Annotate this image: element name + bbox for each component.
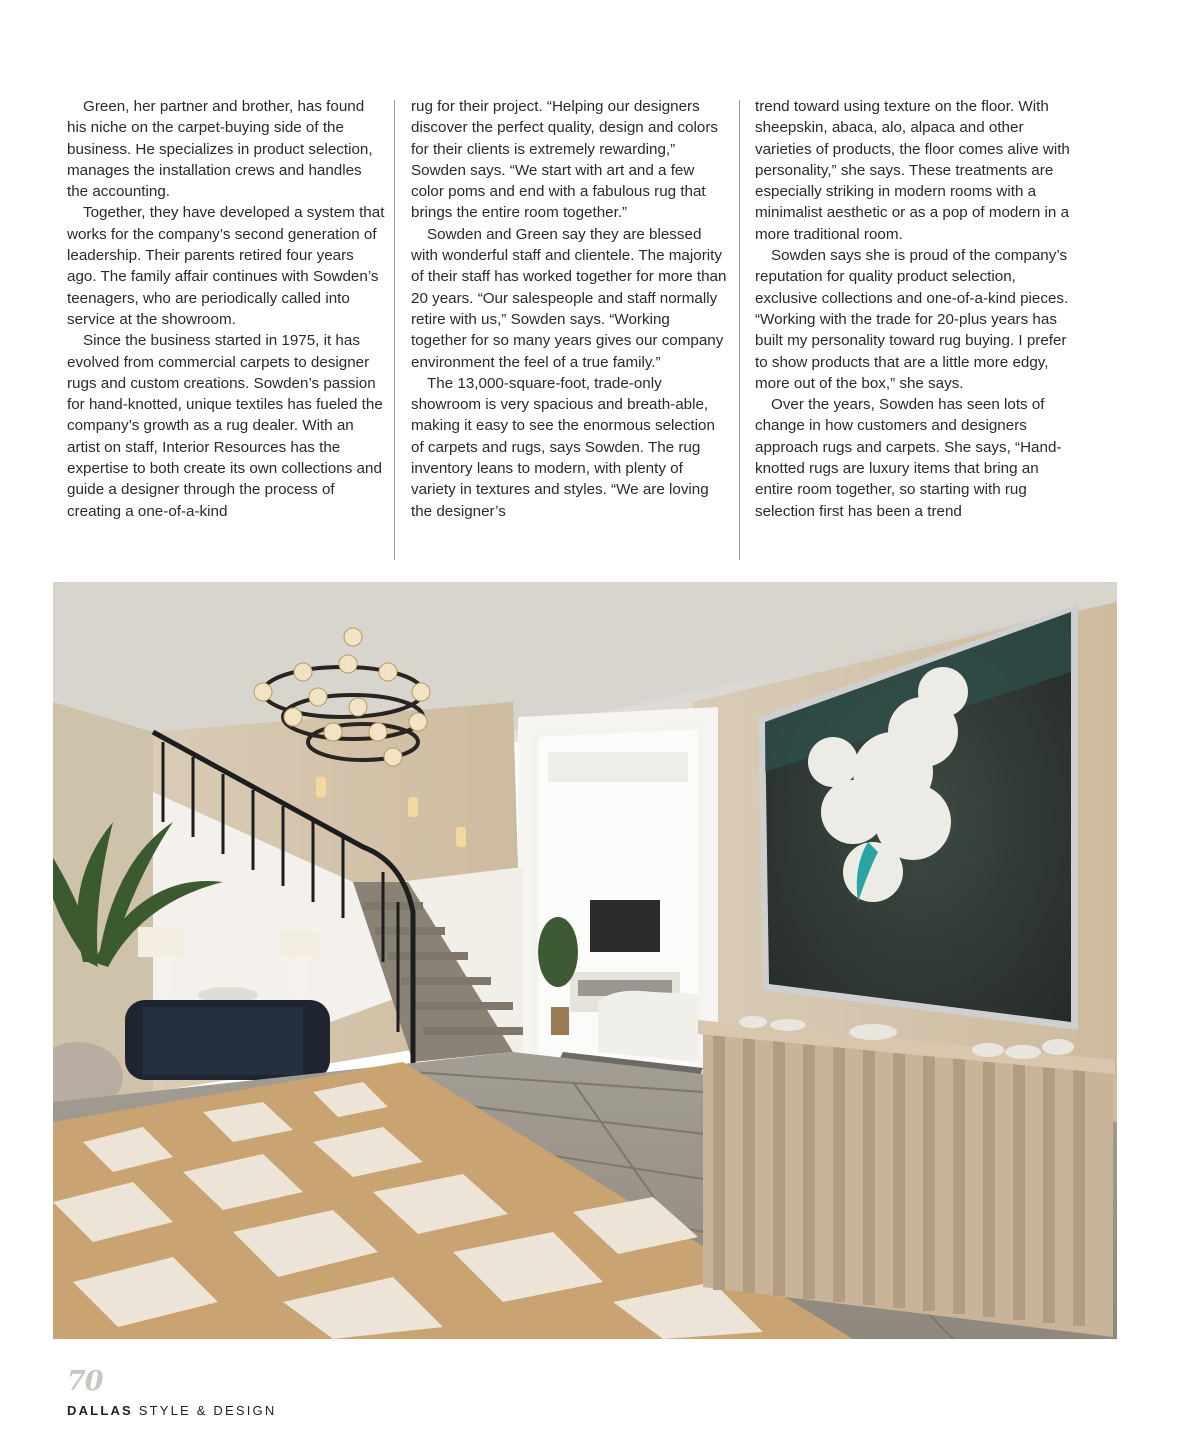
- magazine-name: [67, 1403, 276, 1418]
- article-column-1: [67, 96, 385, 564]
- paragraph: Together, they have developed a system that works for the company’s second generation of leadership. Their parents retired four years ago. The family affair continues with Sowden’s teenagers, who are periodically called into service at the showroom.: [67, 204, 385, 328]
- paragraph: rug for their project. “Helping our designers discover the perfect quality, design and colors for their clients is extremely rewarding,” Sowden says. “We start with art and a few color poms and end with a fabulous rug that brings the entire room together.”: [411, 98, 719, 222]
- interior-photo: [53, 582, 1117, 1339]
- paragraph: Over the years, Sowden has seen lots of change in how customers and designers approach rugs and carpets. She says, “Hand-knotted rugs are luxury items that bring an entire room together, so starting with rug selection first has been a trend: [755, 396, 1062, 520]
- paragraph: Sowden and Green say they are blessed with wonderful staff and clientele. The majority of their staff has worked together for more than 20 years. “Our salespeople and staff normally retire with us,” Sowden says. “Working together for so many years gives our company environment the feel of a true family.”: [411, 225, 727, 371]
- paragraph: trend toward using texture on the floor. With sheepskin, abaca, alo, alpaca and other varieties of products, the floor comes alive with personality,” she says. These treatments are especially striking in modern rooms with a minimalist aesthetic or as a pop of modern in a more traditional room.: [755, 98, 1070, 243]
- paragraph: Green, her partner and brother, has found his niche on the carpet-buying side of the business. He specializes in product selection, manages the installation crews and handles the accounting.: [67, 98, 373, 201]
- column-divider: [394, 100, 395, 560]
- magazine-name-bold: DALLAS: [67, 1403, 133, 1418]
- column-divider: [739, 100, 740, 560]
- paragraph: The 13,000-square-foot, trade-only showroom is very spacious and breath-able, making it easy to see the enormous selection of carpets and rugs, says Sowden. The rug inventory leans to modern, with plenty of variety in textures and styles. “We are loving the designer’s: [411, 374, 715, 520]
- page-number: 70: [67, 1366, 103, 1397]
- article-column-3: [755, 96, 1073, 564]
- magazine-name-rest: STYLE & DESIGN: [132, 1403, 277, 1418]
- paragraph: Since the business started in 1975, it has evolved from commercial carpets to designer rugs and custom creations. Sowden’s passion for hand-knotted, unique textiles has fueled the company’s growth as a rug dealer. With an artist on staff, Interior Resources has the expertise to both create its own collections and guide a designer through the process of creating a one-of-a-kind: [67, 332, 383, 520]
- paragraph: Sowden says she is proud of the company’s reputation for quality product selection, exclusive collections and one-of-a-kind pieces. “Working with the trade for 20-plus years has built my personality toward rug buying. I prefer to show products that are a little more edgy, more out of the box,” she says.: [755, 247, 1069, 392]
- article-columns: [67, 96, 1070, 566]
- article-column-2: [411, 96, 729, 564]
